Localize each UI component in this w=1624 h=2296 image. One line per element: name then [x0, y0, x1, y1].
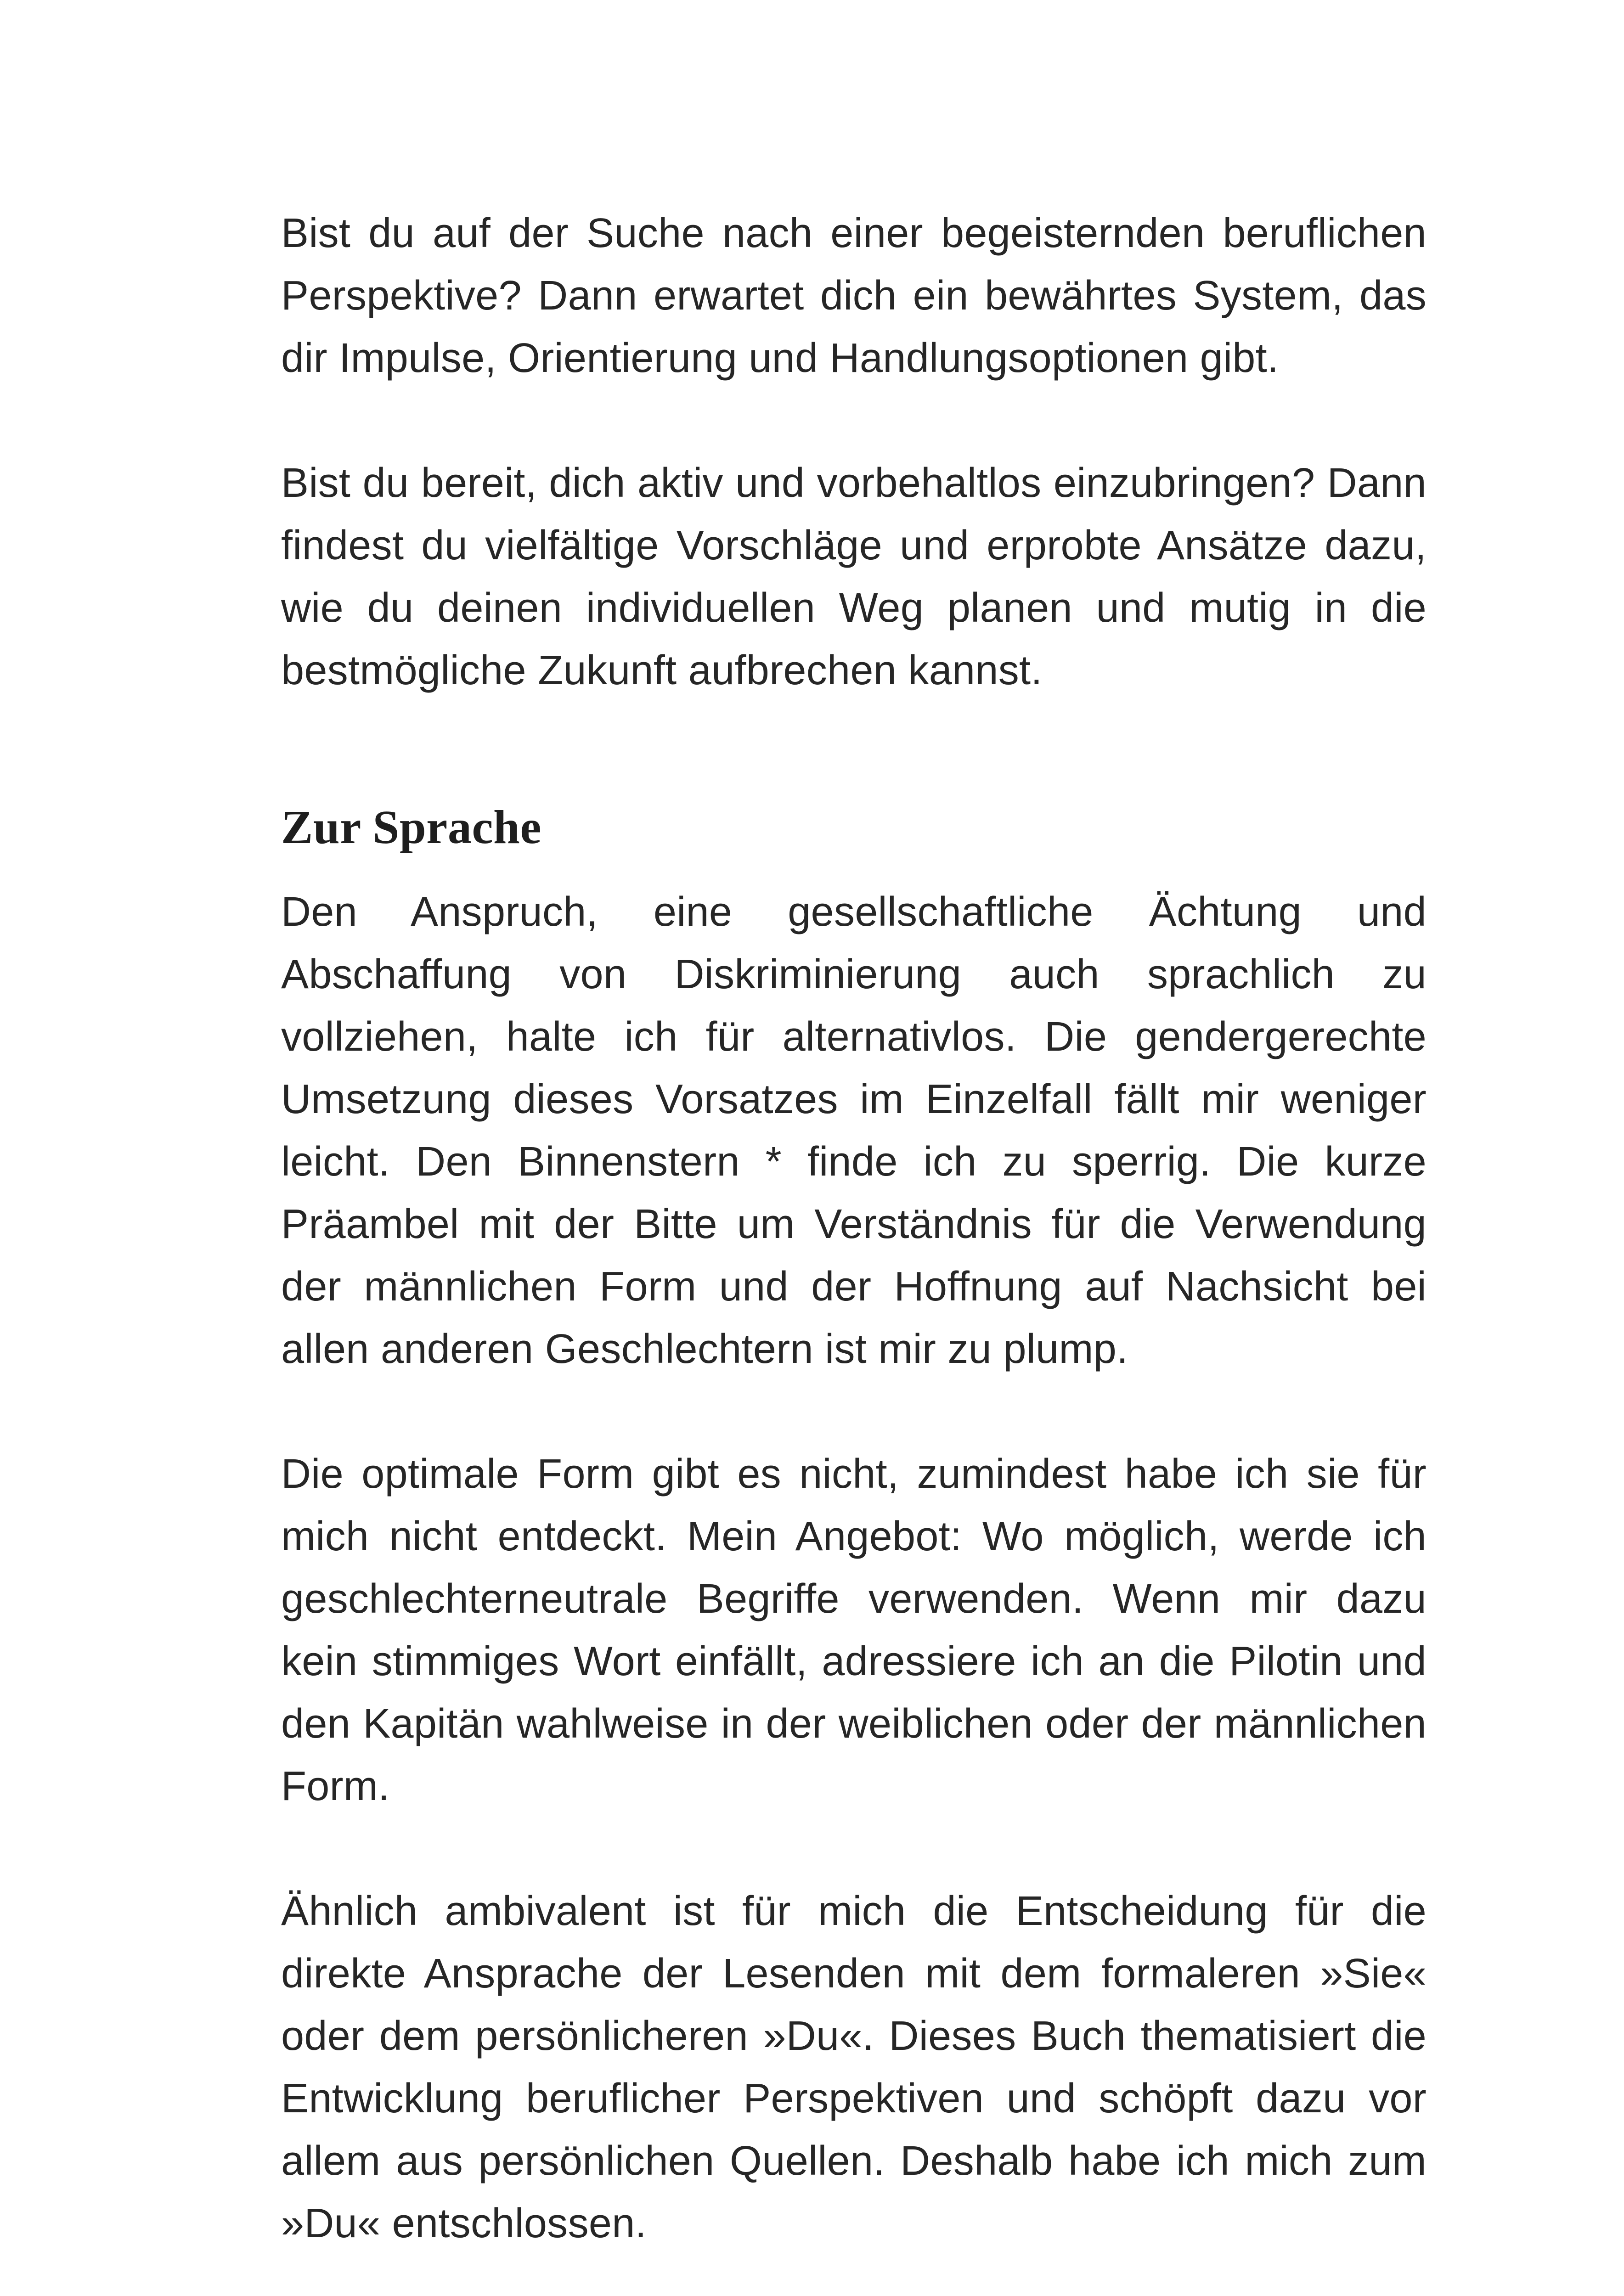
section-paragraph-3: Ähnlich ambivalent ist für mich die Entscheidung für die direkte Ansprache der Lesenden mit dem formaleren »Sie« oder dem persönlicheren »Du«. Dieses Buch thematisiert die Entwicklung beruflicher Perspektiven und schöpft dazu vor allem aus persönlichen Quellen. Deshalb habe ich mich zum »Du« entschlossen.: [281, 1888, 1427, 2246]
intro-paragraph-2: Bist du bereit, dich aktiv und vorbehaltlos einzubringen? Dann findest du vielfältige Vorschläge und erprobte Ansätze dazu, wie du deinen individuellen Weg planen und mutig in die bestmögliche Zukunft aufbrechen kannst.: [281, 460, 1427, 693]
intro-paragraph-1: Bist du auf der Suche nach einer begeisternden beruflichen Perspektive? Dann erwartet dich ein bewährtes System, das dir Impulse, Orientierung und Handlungsoptionen gibt.: [281, 210, 1427, 381]
section-heading: Zur Sprache: [281, 801, 541, 854]
section-paragraph-1: Den Anspruch, eine gesellschaftliche Ächtung und Abschaffung von Diskriminierung auch sprachlich zu vollziehen, halte ich für alternativlos. Die gendergerechte Umsetzung dieses Vorsatzes im Einzelfall fällt mir weniger leicht. Den Binnenstern * finde ich zu sperrig. Die kurze Präambel mit der Bitte um Verständnis für die Verwendung der männlichen Form und der Hoffnung auf Nachsicht bei allen anderen Geschlechtern ist mir zu plump.: [281, 889, 1427, 1372]
section-paragraph-2: Die optimale Form gibt es nicht, zumindest habe ich sie für mich nicht entdeckt. Mein Angebot: Wo möglich, werde ich geschlechterneutrale Begriffe verwenden. Wenn mir dazu kein stimmiges Wort einfällt, adressiere ich an die Pilotin und den Kapitän wahlweise in der weiblichen oder der männlichen Form.: [281, 1451, 1427, 1809]
page-body: [281, 202, 1427, 2296]
